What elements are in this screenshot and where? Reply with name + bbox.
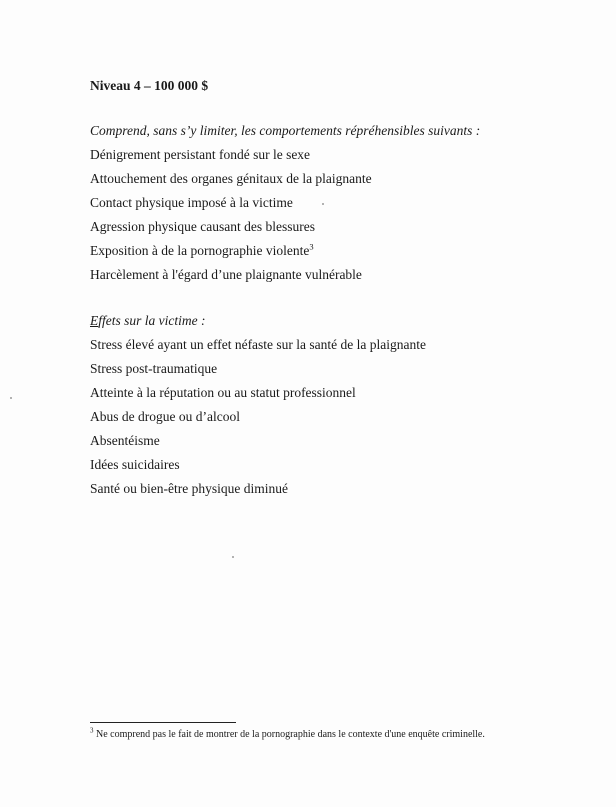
effect-item: Santé ou bien-être physique diminué — [90, 481, 288, 496]
behaviour-item: Dénigrement persistant fondé sur le sexe — [90, 147, 311, 162]
behaviour-item: Agression physique causant des blessures — [90, 219, 315, 234]
behaviour-item: Contact physique imposé à la victime — [90, 195, 293, 210]
effect-item: Stress post-traumatique — [90, 361, 218, 376]
footnote-reference: 3 — [309, 241, 314, 252]
behaviours-section — [90, 120, 480, 288]
footnote — [90, 726, 485, 740]
footnote-marker: 3 — [90, 726, 94, 735]
scan-speck — [322, 203, 324, 205]
footnote-divider — [90, 722, 236, 723]
behaviour-item: Attouchement des organes génitaux de la plaignante — [90, 171, 372, 186]
effects-section — [90, 310, 426, 502]
footnote-text: Ne comprend pas le fait de montrer de la pornographie dans le contexte d'une enquête criminelle. — [93, 729, 485, 740]
behaviours-intro: Comprend, sans s’y limiter, les comportements répréhensibles suivants : — [90, 123, 481, 138]
scan-speck — [10, 397, 12, 399]
effect-item: Stress élevé ayant un effet néfaste sur la santé de la plaignante — [90, 337, 426, 352]
behaviour-item-text: Exposition à de la pornographie violente — [90, 243, 310, 258]
effects-intro — [90, 310, 426, 332]
effects-intro-initial: E — [90, 313, 99, 328]
effects-intro-rest: ffets sur la victime : — [98, 313, 206, 328]
effect-item: Abus de drogue ou d’alcool — [90, 409, 240, 424]
scan-speck — [232, 556, 234, 558]
level-heading: Niveau 4 – 100 000 $ — [90, 78, 209, 93]
behaviour-item-with-footnote — [90, 240, 480, 264]
effect-item: Atteinte à la réputation ou au statut professionnel — [90, 385, 356, 400]
effect-item: Absentéisme — [90, 433, 160, 448]
effect-item: Idées suicidaires — [90, 457, 180, 472]
behaviour-item: Harcèlement à l'égard d’une plaignante vulnérable — [90, 267, 362, 282]
